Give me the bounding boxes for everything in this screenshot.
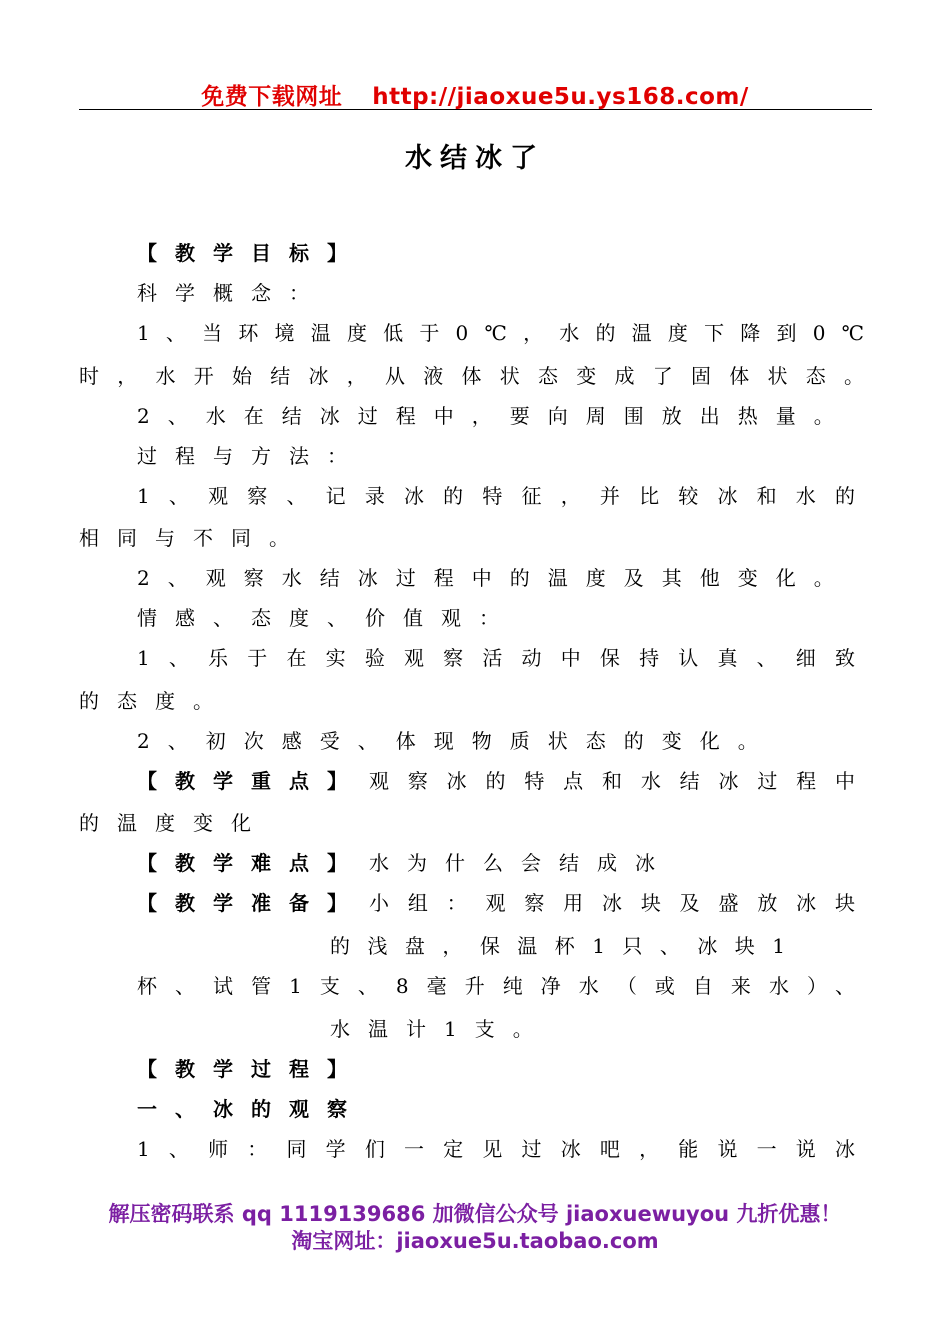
- attitude-1-line-a: 1、乐于在实验观察活动中保持认真、细致: [137, 646, 855, 670]
- preparation-text-a: 小组：观察用冰块及盛放冰块: [369, 891, 855, 915]
- preparation-text-b: 的浅盘，保温杯1只、冰块1: [330, 934, 785, 958]
- goals-heading: 【教学目标】: [137, 241, 365, 265]
- process-1-line-a: 1、观察、记录冰的特征，并比较冰和水的: [137, 484, 855, 508]
- key-points-label: 【教学重点】: [137, 769, 365, 793]
- process-heading: 过程与方法：: [137, 444, 365, 468]
- preparation-label: 【教学准备】: [137, 891, 365, 915]
- attitude-2: 2、初次感受、体现物质状态的变化。: [137, 729, 776, 753]
- key-points-text-b: 的温度变化: [79, 811, 269, 835]
- header-label: 免费下载网址: [201, 84, 343, 110]
- procedure-heading: 【教学过程】: [137, 1057, 365, 1081]
- header-rule: [79, 109, 872, 110]
- download-header: [0, 78, 950, 111]
- concept-1-line-b: 时，水开始结冰，从液体状态变成了固体状态。: [79, 364, 864, 388]
- process-2: 2、观察水结冰过程中的温度及其他变化。: [137, 566, 852, 590]
- difficult-points-label: 【教学难点】: [137, 851, 365, 875]
- concept-heading: 科学概念：: [137, 281, 327, 305]
- preparation-text-d: 水温计1支。: [330, 1017, 551, 1041]
- concept-2: 2、水在结冰过程中，要向周围放出热量。: [137, 404, 852, 428]
- process-1-line-b: 相同与不同。: [79, 526, 307, 550]
- concept-1-line-a: 1、当环境温度低于0℃，水的温度下降到0℃: [137, 321, 864, 345]
- header-url-link[interactable]: http://jiaoxue5u.ys168.com/: [372, 84, 749, 110]
- attitude-1-line-b: 的态度。: [79, 689, 231, 713]
- key-points-text-a: 观察冰的特点和水结冰过程中: [369, 769, 855, 793]
- footer-contact-line: 解压密码联系 qq 1119139686 加微信公众号 jiaoxuewuyou 九折优惠！: [108, 1202, 842, 1226]
- attitude-heading: 情感、态度、价值观：: [137, 606, 517, 630]
- difficult-points-text: 水为什么会结成冰: [369, 851, 673, 875]
- document-title: 水结冰了: [405, 143, 545, 174]
- section-1-heading: 一、冰的观察: [137, 1097, 365, 1121]
- footer-shop-link[interactable]: 淘宝网址：jiaoxue5u.taobao.com: [291, 1229, 659, 1253]
- step-1-text: 1、师：同学们一定见过冰吧，能说一说冰: [137, 1137, 855, 1161]
- preparation-text-c: 杯、试管1支、8毫升纯净水（或自来水）、: [137, 974, 855, 998]
